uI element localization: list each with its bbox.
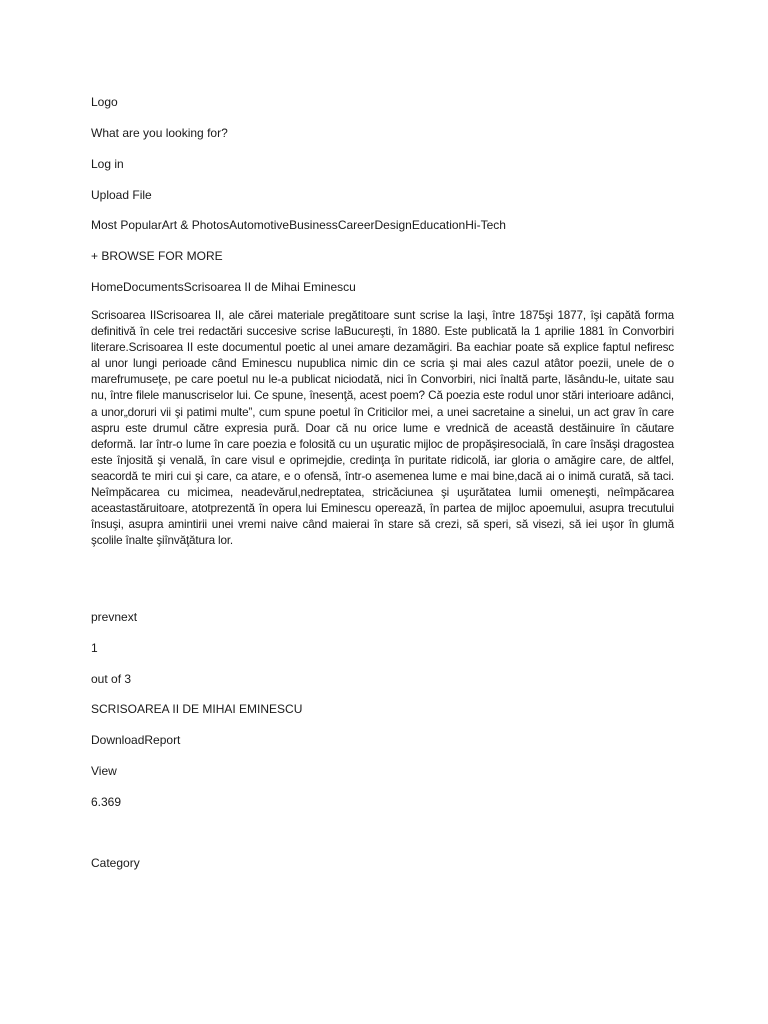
document-text: Scrisoarea IIScrisoarea II, ale cărei materiale pregătitoare sunt scrise la Iaşi, între 1875şi 1877, îşi capătă forma definitivă în cele trei redactări succesive scrise laBucureşti, în 1880. Este publicată la 1 aprilie 1881 în Convorbiri literare.Scrisoarea II este documentul poetic al unei amare dezamăgiri. Ba eachiar poate să explice faptul nefiresc al unor lungi perioade când Eminescu nupublica nimic din ce scria şi mai ales cazul atâtor poezii, unele de o marefrumuseţe, pe care poetul nu le-a publicat niciodată, nici în Convorbiri, nici înaltă parte, lăsându-le, uitate sau nu, între filele manuscriselor lui. Ce spune, înesenţă, acest poem? Că poezia este rodul unor stări interioare adânci, a unor„doruri vii şi patimi multe”, cum spune poetul în Criticilor mei, a unei sacretaine a sinelui, un act grav în care aspru este drumul către expresia pură. Doar că nu orice lume e vrednică de această destăinuire în căutare deformă. Iar într-o lume în care poezia e folosită cu un uşuratic mijloc de propăşiresocială, în care însăşi dragostea este înjosită şi venală, în care visul e oprimejdie, credinţa în puritate ridicolă, iar gloria o amăgire care, de altfel, seacordă te miri cui şi care, ca atare, e o ofensă, într-o asemenea lume e mai bine,dacă ai o inimă curată, să taci. Neîmpăcarea cu micimea, neadevărul,nedreptatea, stricăciunea şi uşurătatea lumii omeneşti, neîmpăcarea aceastastăruitoare, atotprezentă în opera lui Eminescu operează, în partea de mijloc apoemului, asupra trecutului însuşi, asupra amintirii unei vremi naive când maierai în stare să crezi, să speri, să visezi, să iei uşor în glumă şcolile înalte şiînvăţătura lor. (91, 309, 674, 548)
category-career[interactable]: Career (337, 218, 375, 232)
category-art-photos[interactable]: Art & Photos (161, 218, 230, 232)
logo[interactable]: Logo (91, 95, 118, 109)
prev-button[interactable]: prev (91, 610, 115, 624)
category-most-popular[interactable]: Most Popular (91, 218, 162, 232)
document-title: SCRISOAREA II DE MIHAI EMINESCU (91, 702, 303, 716)
download-button[interactable]: Download (91, 733, 145, 747)
category-education[interactable]: Education (411, 218, 466, 232)
login-link[interactable]: Log in (91, 157, 124, 171)
upload-file-link[interactable]: Upload File (91, 188, 152, 202)
category-design[interactable]: Design (374, 218, 412, 232)
view-count: 6.369 (91, 795, 122, 809)
breadcrumb-home[interactable]: Home (91, 280, 124, 294)
document-actions (91, 732, 180, 748)
breadcrumb-documents[interactable]: Documents (123, 280, 184, 294)
report-button[interactable]: Report (144, 733, 181, 747)
next-button[interactable]: next (114, 610, 138, 624)
breadcrumb (91, 279, 356, 295)
view-label: View (91, 764, 117, 778)
page-total: out of 3 (91, 672, 132, 686)
breadcrumb-current: Scrisoarea II de Mihai Eminescu (183, 280, 356, 294)
category-business[interactable]: Business (289, 218, 338, 232)
category-label: Category (91, 856, 140, 870)
browse-more-link[interactable]: + BROWSE FOR MORE (91, 249, 223, 263)
category-automotive[interactable]: Automotive (229, 218, 290, 232)
search-input[interactable]: What are you looking for? (91, 126, 228, 140)
category-nav (91, 217, 506, 233)
category-hi-tech[interactable]: Hi-Tech (465, 218, 506, 232)
page-number-input[interactable]: 1 (91, 641, 98, 655)
pager-controls (91, 609, 137, 625)
